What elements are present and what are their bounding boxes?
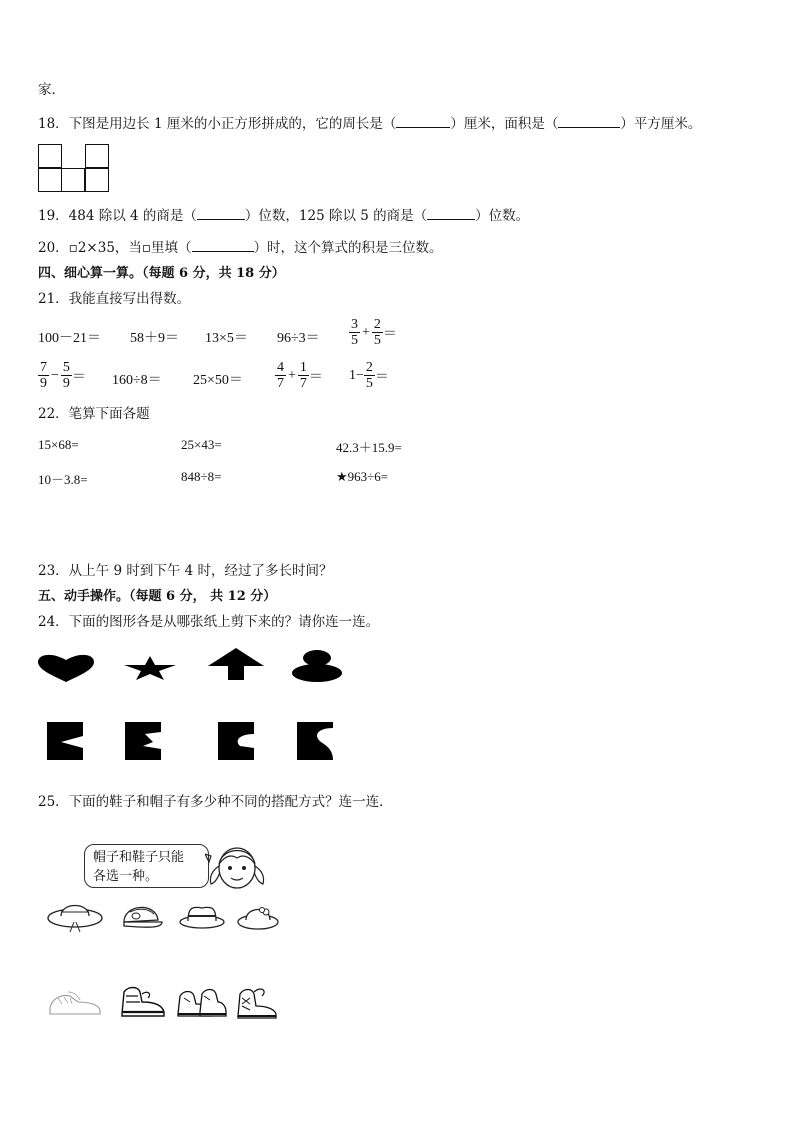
continued-text: 家． [38,82,65,98]
oral-calc-1: 100－21＝ [38,331,101,346]
fraction [61,360,72,391]
question-20 [38,239,443,257]
question-19 [38,207,529,225]
hat-icon [46,896,104,934]
equals-sign: ＝ [71,369,86,385]
oral-calc-8: 25×50＝ [193,373,243,388]
denominator: 9 [62,376,70,391]
numerator: 5 [62,360,70,375]
q18-perimeter-blank[interactable] [396,115,450,128]
denominator: 7 [299,376,307,391]
oral-calc-10 [349,360,389,391]
girl-icon [205,840,269,896]
oral-calc-5 [349,317,397,348]
fraction [298,360,309,391]
numerator: 2 [365,360,373,375]
oral-calc-6 [38,360,86,391]
section-5-heading: 五、动手操作。（每题 6 分， 共 12 分） [38,589,277,604]
square-grid-figure [38,144,113,194]
written-calc-3: 42.3＋15.9= [336,440,402,455]
q18-area-blank[interactable] [558,115,620,128]
q18-text-c: ）平方厘米。 [620,116,702,132]
q20-text-a: 20．▫2×35，当▫里填（ [38,240,192,256]
cut-paper-icon [218,722,254,760]
written-calc-6: ★963÷6= [336,469,389,484]
question-24: 24．下面的图形各是从哪张纸上剪下来的？请你连一连。 [38,614,380,630]
denominator: 9 [40,376,47,391]
speech-line-2: 各选一种。 [93,869,159,884]
gourd-icon [292,650,342,682]
oral-calc-2: 58＋9＝ [130,331,179,346]
denominator: 5 [365,376,373,391]
q19-text-a: 19．484 除以 4 的商是（ [38,208,197,224]
equals-sign: ＝ [308,369,323,385]
shoe-icon [48,988,102,1018]
numerator: 2 [373,317,381,332]
numerator: 4 [277,360,284,375]
shoe-icon [176,984,228,1020]
grid-cell [38,168,62,192]
minuend: 1− [349,367,364,383]
section-4-heading: 四、细心算一算。（每题 6 分，共 18 分） [38,266,285,281]
question-25: 25．下面的鞋子和帽子有多少种不同的搭配方式？连一连． [38,794,393,810]
numerator: 1 [299,360,307,375]
q19-blank-1[interactable] [197,207,245,220]
q19-text-b: ）位数，125 除以 5 的商是（ [244,208,428,224]
numerator: 3 [351,317,358,332]
written-calc-2: 25×43= [181,437,222,452]
star-icon [124,656,176,680]
q20-text-b: ）时，这个算式的积是三位数。 [253,240,443,256]
heart-icon [38,654,94,682]
written-calc-4: 10－3.8= [38,472,88,487]
cut-paper-icon [47,722,83,760]
hat-icon [236,898,280,932]
grid-cell [85,144,109,168]
oral-calc-4: 96÷3＝ [277,331,320,346]
operator: + [362,324,370,340]
q18-text-a: 18．下图是用边长 1 厘米的小正方形拼成的，它的周长是（ [38,116,397,132]
denominator: 5 [373,333,381,348]
q19-text-c: ）位数。 [475,208,530,224]
fraction [372,317,383,348]
denominator: 7 [277,376,284,391]
question-23: 23．从上午 9 时到下午 4 时，经过了多长时间？ [38,563,333,579]
equals-sign: ＝ [382,326,397,342]
grid-cell [61,168,85,192]
shoe-icon [234,984,280,1022]
cut-paper-icon [297,722,333,760]
fraction [275,360,286,391]
hat-icon [120,898,164,932]
operator: + [288,367,296,383]
equals-sign: ＝ [374,369,389,385]
arrow-up-icon [208,648,264,680]
question-21: 21．我能直接写出得数。 [38,291,191,307]
q18-text-b: ）厘米，面积是（ [450,116,559,132]
q19-blank-2[interactable] [427,207,475,220]
oral-calc-7: 160÷8＝ [112,373,162,388]
written-calc-5: 848÷8= [181,469,222,484]
operator: − [51,367,59,383]
denominator: 5 [351,333,358,348]
cut-paper-icon [125,722,161,760]
q20-blank[interactable] [192,239,254,252]
speech-bubble [84,844,209,888]
oral-calc-3: 13×5＝ [205,331,248,346]
grid-cell [85,168,109,192]
numerator: 7 [40,360,47,375]
fraction [364,360,375,391]
shoe-icon [118,984,166,1020]
question-18 [38,115,701,133]
written-calc-1: 15×68= [38,437,79,452]
question-22: 22．笔算下面各题 [38,406,150,422]
grid-cell [38,144,62,168]
fraction [38,360,49,391]
oral-calc-9 [275,360,323,391]
hat-icon [178,902,226,930]
fraction [349,317,360,348]
speech-line-1: 帽子和鞋子只能 [93,850,185,865]
